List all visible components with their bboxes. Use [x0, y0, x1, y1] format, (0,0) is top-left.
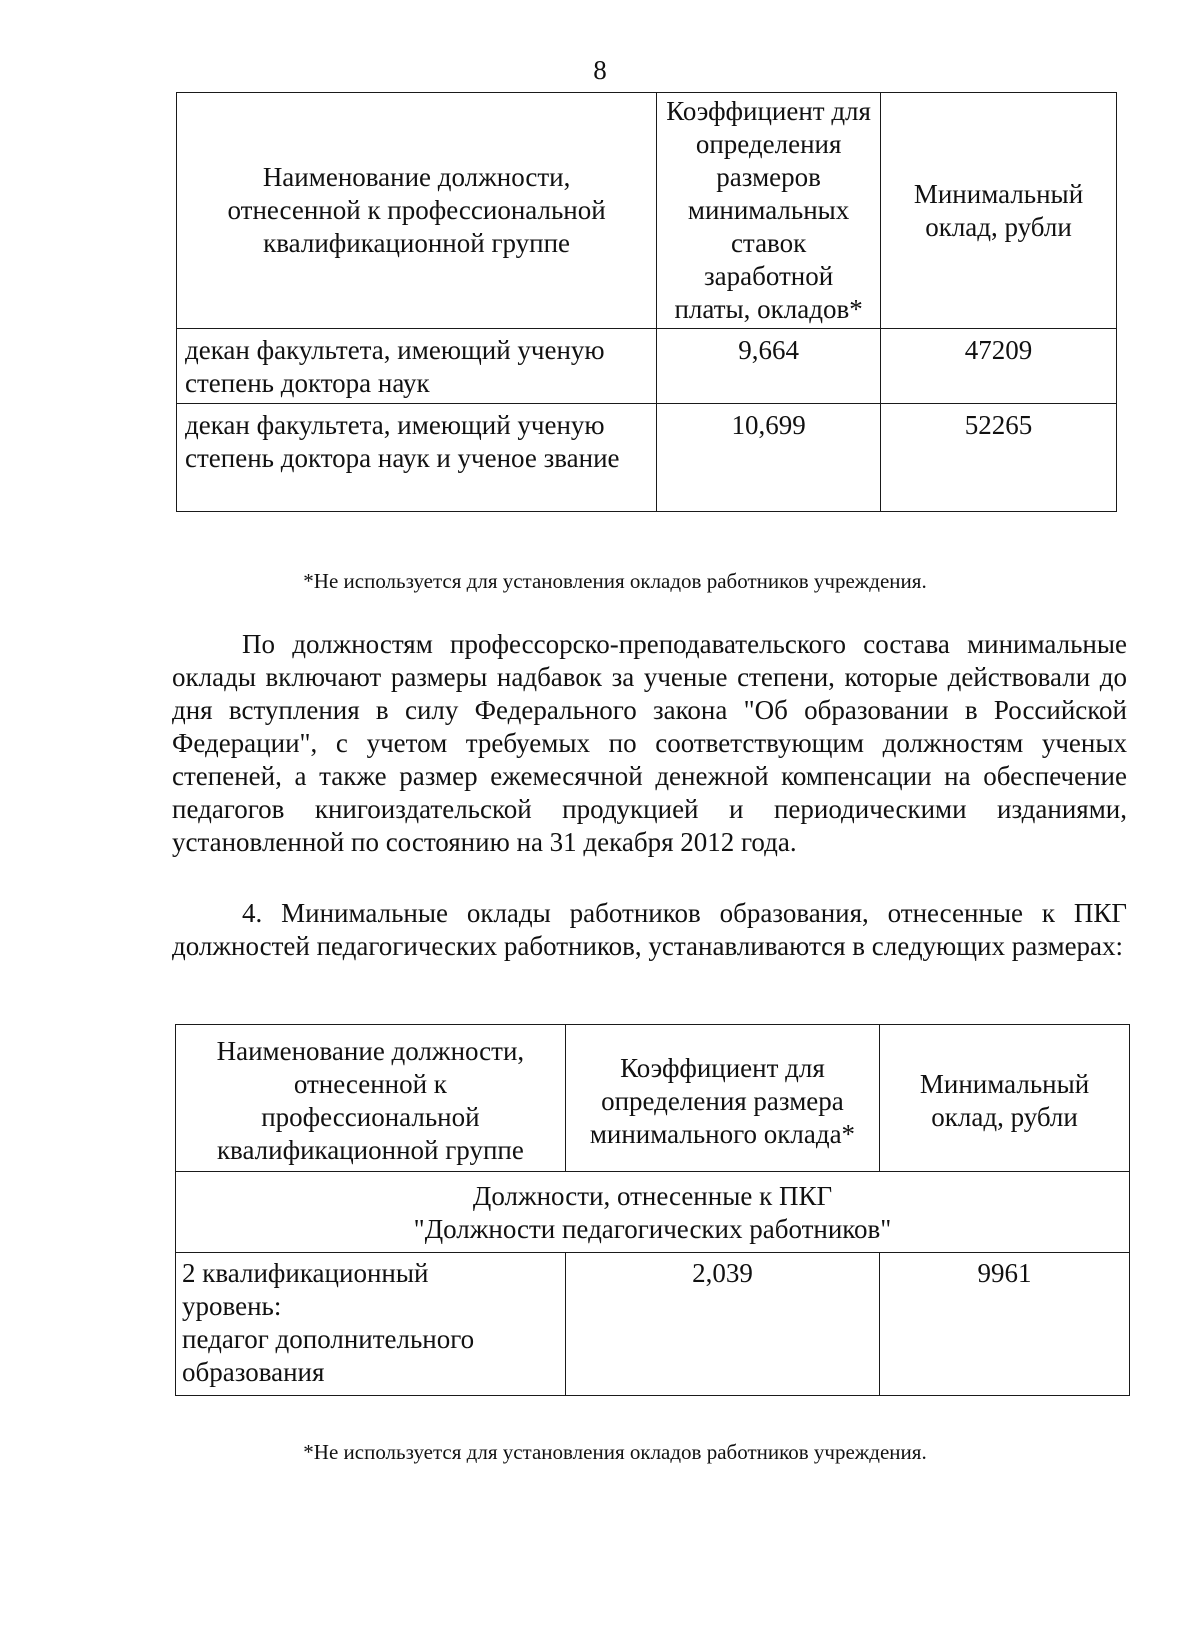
cell-coefficient: 10,699: [657, 404, 881, 512]
body-paragraph-section-4: 4. Минимальные оклады работников образования, отнесенные к ПКГ должностей педагогических работников, устанавливаются в следующих размерах:: [172, 898, 1127, 961]
salary-table-1: [176, 92, 1117, 512]
cell-coefficient: 9,664: [657, 329, 881, 404]
qualification-level: 2 квалификационный уровень:: [182, 1258, 429, 1321]
cell-position: декан факультета, имеющий ученую степень доктора наук: [177, 329, 657, 404]
table-row: [176, 1253, 1130, 1396]
header-salary: Минимальный оклад, рубли: [880, 1025, 1130, 1172]
table-group-row: [176, 1172, 1130, 1253]
footnote: *Не используется для установления окладов работников учреждения.: [303, 1440, 927, 1464]
table-header-row: [177, 93, 1117, 329]
position-name: педагог дополнительного образования: [182, 1324, 475, 1387]
header-salary: Минимальный оклад, рубли: [881, 93, 1117, 329]
page-number: 8: [593, 55, 607, 85]
group-title-line1: Должности, отнесенные к ПКГ: [472, 1181, 833, 1211]
table-row: [177, 404, 1117, 512]
cell-position: [176, 1253, 566, 1396]
footnote: *Не используется для установления окладов работников учреждения.: [303, 569, 927, 593]
group-title-line2: "Должности педагогических работников": [413, 1214, 892, 1244]
header-position: Наименование должности, отнесенной к профессиональной квалификационной группе: [176, 1025, 566, 1172]
table-row: [177, 329, 1117, 404]
group-header-cell: [176, 1172, 1130, 1253]
cell-salary: 47209: [881, 329, 1117, 404]
header-coefficient: Коэффициент для определения размера минимального оклада*: [565, 1025, 879, 1172]
header-coefficient: Коэффициент для определения размеров минимальных ставок заработной платы, окладов*: [657, 93, 881, 329]
cell-coefficient: 2,039: [565, 1253, 879, 1396]
cell-salary: 9961: [880, 1253, 1130, 1396]
body-paragraph: По должностям профессорско-преподавательского состава минимальные оклады включают размеры надбавок за ученые степени, которые действовали до дня вступления в силу Федерального закона "Об образовании в Российской Федерации", с учетом требуемых по соответствующим должностям ученых степеней, а также размер ежемесячной денежной компенсации на обеспечение педагогов книгоиздательской продукцией и периодическими изданиями, установленной по состоянию на 31 декабря 2012 года.: [172, 629, 1127, 857]
cell-salary: 52265: [881, 404, 1117, 512]
table-header-row: [176, 1025, 1130, 1172]
header-position: Наименование должности, отнесенной к профессиональной квалификационной группе: [177, 93, 657, 329]
cell-position: декан факультета, имеющий ученую степень доктора наук и ученое звание: [177, 404, 657, 512]
salary-table-2: [175, 1024, 1130, 1396]
